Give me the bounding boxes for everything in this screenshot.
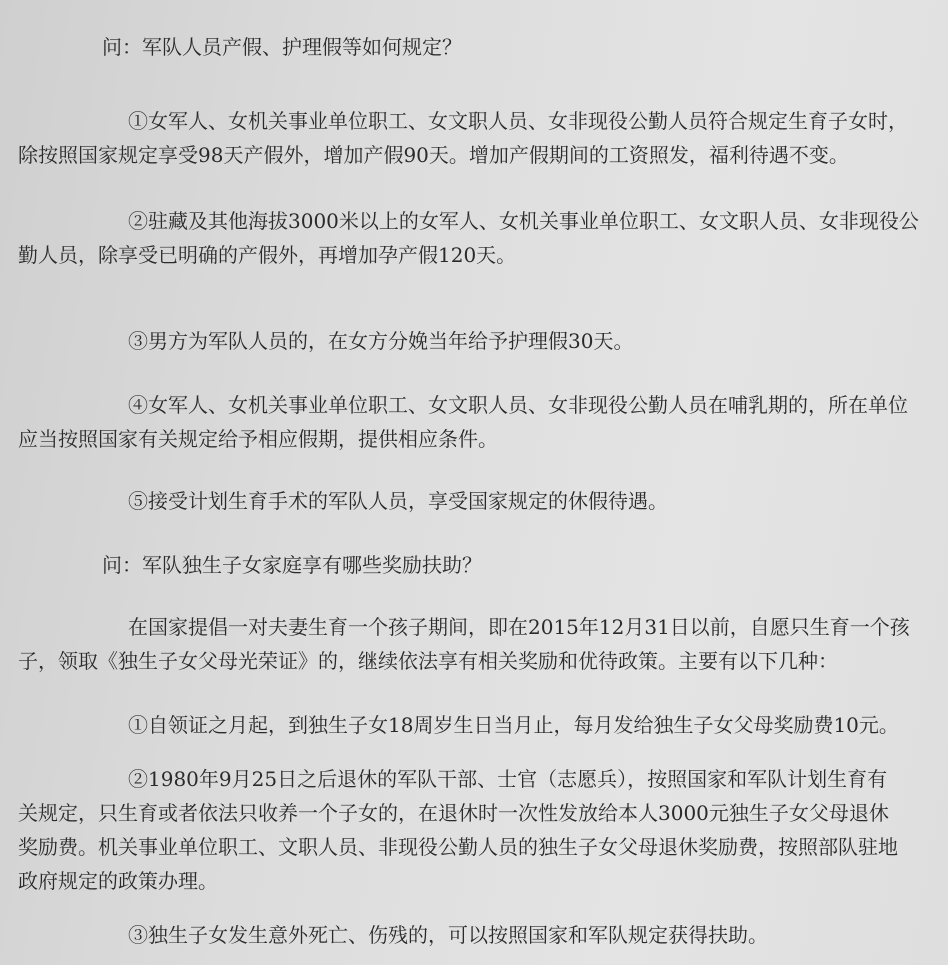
sub-item-3 [0,918,948,952]
item-3-line: ③男方为军队人员的，在女方分娩当年给予护理假30天。 [128,329,634,353]
item-4-line: 应当按照国家有关规定给予相应假期，提供相应条件。 [18,427,498,451]
sub-item-1 [0,708,948,742]
sub-item-2 [0,762,948,898]
item-1 [0,104,948,172]
item-5-line: ⑤接受计划生育手术的军队人员，享受国家规定的休假待遇。 [128,489,668,513]
sub-item-1-line: ①自领证之月起，到独生子女18周岁生日当月止，每月发给独生子女父母奖励费10元。 [128,713,899,737]
intro-line: 在国家提倡一对夫妻生育一个孩子期间，即在2015年12月31日以前，自愿只生育一个孩 [128,615,910,639]
item-2-line: 勤人员，除享受已明确的产假外，再增加孕产假120天。 [18,243,517,267]
question-1-text: 问：军队人员产假、护理假等如何规定？ [102,35,462,59]
item-5 [0,484,948,518]
question-2-text: 问：军队独生子女家庭享有哪些奖励扶助？ [102,553,482,577]
sub-item-2-line: 奖励费。机关事业单位职工、文职人员、非现役公勤人员的独生子女父母退休奖励费，按照部队驻地 [18,835,898,859]
sub-item-2-line: 关规定，只生育或者依法只收养一个子女的，在退休时一次性发放给本人3000元独生子女父母退休 [18,801,889,825]
question-2 [0,548,948,582]
intro-line: 子，领取《独生子女父母光荣证》的，继续依法享有相关奖励和优待政策。主要有以下几种： [18,649,838,673]
item-1-line: 除按照国家规定享受98天产假外，增加产假90天。增加产假期间的工资照发，福利待遇不变。 [18,143,849,167]
item-4 [0,388,948,456]
sub-item-2-line: 政府规定的政策办理。 [18,869,218,893]
item-3 [0,324,948,358]
sub-item-3-line: ③独生子女发生意外死亡、伤残的，可以按照国家和军队规定获得扶助。 [128,923,768,947]
item-4-line: ④女军人、女机关事业单位职工、女文职人员、女非现役公勤人员在哺乳期的，所在单位 [128,393,908,417]
intro [0,610,948,678]
question-1 [0,30,948,64]
sub-item-2-line: ②1980年9月25日之后退休的军队干部、士官（志愿兵），按照国家和军队计划生育有 [128,767,888,791]
item-2 [0,204,948,272]
item-1-line: ①女军人、女机关事业单位职工、女文职人员、女非现役公勤人员符合规定生育子女时， [128,109,908,133]
item-2-line: ②驻藏及其他海拔3000米以上的女军人、女机关事业单位职工、女文职人员、女非现役公 [128,209,919,233]
